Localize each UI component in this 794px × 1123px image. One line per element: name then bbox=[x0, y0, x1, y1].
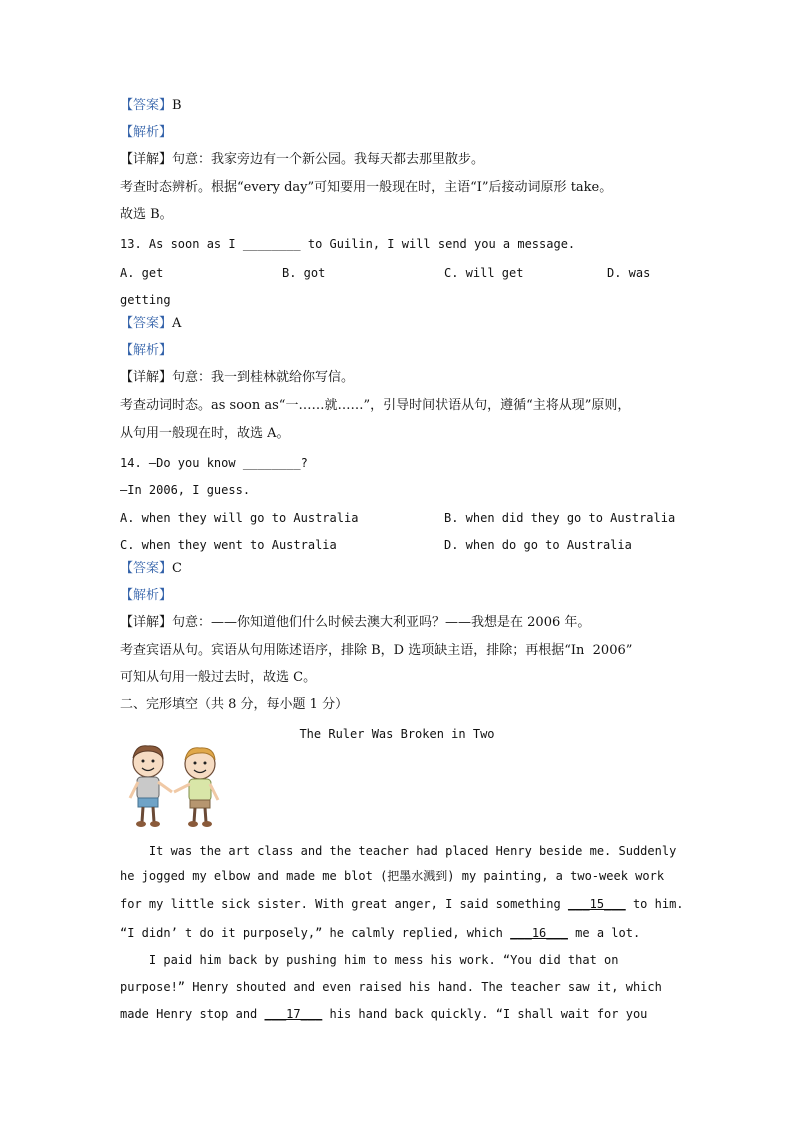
answer-line bbox=[120, 560, 182, 578]
detail-tag: 【详解】 bbox=[120, 152, 173, 167]
passage-text: made Henry stop and bbox=[120, 1007, 265, 1021]
detail-text: 句意：我家旁边有一个新公园。我每天都去那里散步。 bbox=[172, 152, 485, 167]
q13-option-b: B. got bbox=[282, 266, 326, 280]
analysis-tag: 【解析】 bbox=[120, 343, 173, 358]
passage-text: to him. bbox=[625, 897, 684, 911]
q13-option-a: A. get bbox=[120, 266, 164, 280]
explain-line-2: 从句用一般现在时，故选 A。 bbox=[120, 426, 290, 441]
passage-text: for my little sick sister. With great anger, I said something bbox=[120, 897, 568, 911]
question-14-stem: 14. —Do you know ________? bbox=[120, 456, 308, 470]
passage-text: me a lot. bbox=[567, 926, 641, 940]
detail-tag: 【详解】 bbox=[120, 370, 173, 385]
right-boy-figure bbox=[174, 748, 218, 827]
detail-text: 句意：我一到桂林就给你写信。 bbox=[172, 370, 355, 385]
passage-text: “I didn’ t do it purposely,” he calmly replied, which bbox=[120, 926, 511, 940]
q14-option-a: A. when they will go to Australia bbox=[120, 511, 359, 525]
passage-line-2: he jogged my elbow and made me blot (把墨水溅到) my painting, a two-week work bbox=[120, 869, 665, 883]
analysis-tag: 【解析】 bbox=[120, 588, 173, 603]
question-13-stem: 13. As soon as I ________ to Guilin, I will send you a message. bbox=[120, 237, 576, 251]
explain-line-1: 考查宾语从句。宾语从句用陈述语序，排除 B，D 选项缺主语，排除；再根据“In 2006” bbox=[120, 643, 633, 658]
passage-line-5: I paid him back by pushing him to mess his work. “You did that on bbox=[120, 953, 619, 967]
q14-option-b: B. when did they go to Australia bbox=[444, 511, 676, 525]
detail-line bbox=[120, 369, 354, 387]
blank-15: ___15___ bbox=[567, 897, 626, 911]
blank-16: ___16___ bbox=[510, 926, 568, 940]
answer-value: B bbox=[172, 98, 182, 113]
detail-line bbox=[120, 151, 484, 169]
conclusion-line: 故选 B。 bbox=[120, 207, 173, 222]
passage-title: The Ruler Was Broken in Two bbox=[299, 727, 495, 741]
blank-17: ___17___ bbox=[264, 1007, 323, 1021]
passage-line-1: It was the art class and the teacher had placed Henry beside me. Suddenly bbox=[120, 844, 677, 858]
passage-line-6: purpose!” Henry shouted and even raised his hand. The teacher saw it, which bbox=[120, 980, 662, 994]
analysis-tag: 【解析】 bbox=[120, 125, 173, 140]
q13-option-d: D. was bbox=[607, 266, 651, 280]
two-boys-illustration bbox=[118, 742, 230, 830]
passage-line-7 bbox=[120, 1005, 680, 1023]
answer-line bbox=[120, 315, 181, 333]
q14-option-d: D. when do go to Australia bbox=[444, 538, 632, 552]
answer-line bbox=[120, 97, 182, 115]
detail-tag: 【详解】 bbox=[120, 615, 173, 630]
detail-line bbox=[120, 614, 590, 632]
q14-option-c: C. when they went to Australia bbox=[120, 538, 337, 552]
q13-option-d-wrap: getting bbox=[120, 293, 171, 307]
passage-line-4 bbox=[120, 924, 680, 942]
detail-text: 句意：——你知道他们什么时候去澳大利亚吗？——我想是在 2006 年。 bbox=[172, 615, 591, 630]
passage-line-3 bbox=[120, 895, 684, 913]
answer-tag: 【答案】 bbox=[120, 98, 173, 113]
left-boy-figure bbox=[130, 746, 172, 827]
explain-line-2: 可知从句用一般过去时，故选 C。 bbox=[120, 670, 317, 685]
answer-value: A bbox=[172, 316, 182, 331]
answer-tag: 【答案】 bbox=[120, 316, 173, 331]
question-14-reply: —In 2006, I guess. bbox=[120, 483, 251, 497]
explain-line-1: 考查动词时态。as soon as“一……就……”，引导时间状语从句，遵循“主将从现”原则， bbox=[120, 398, 631, 413]
answer-tag: 【答案】 bbox=[120, 561, 173, 576]
section-heading: 二、完形填空（共 8 分，每小题 1 分） bbox=[120, 697, 349, 712]
q13-option-c: C. will get bbox=[444, 266, 524, 280]
passage-text: his hand back quickly. “I shall wait for you bbox=[322, 1007, 648, 1021]
answer-value: C bbox=[172, 561, 182, 576]
explain-line: 考查时态辨析。根据“every day”可知要用一般现在时，主语“I”后接动词原形 take。 bbox=[120, 180, 613, 195]
